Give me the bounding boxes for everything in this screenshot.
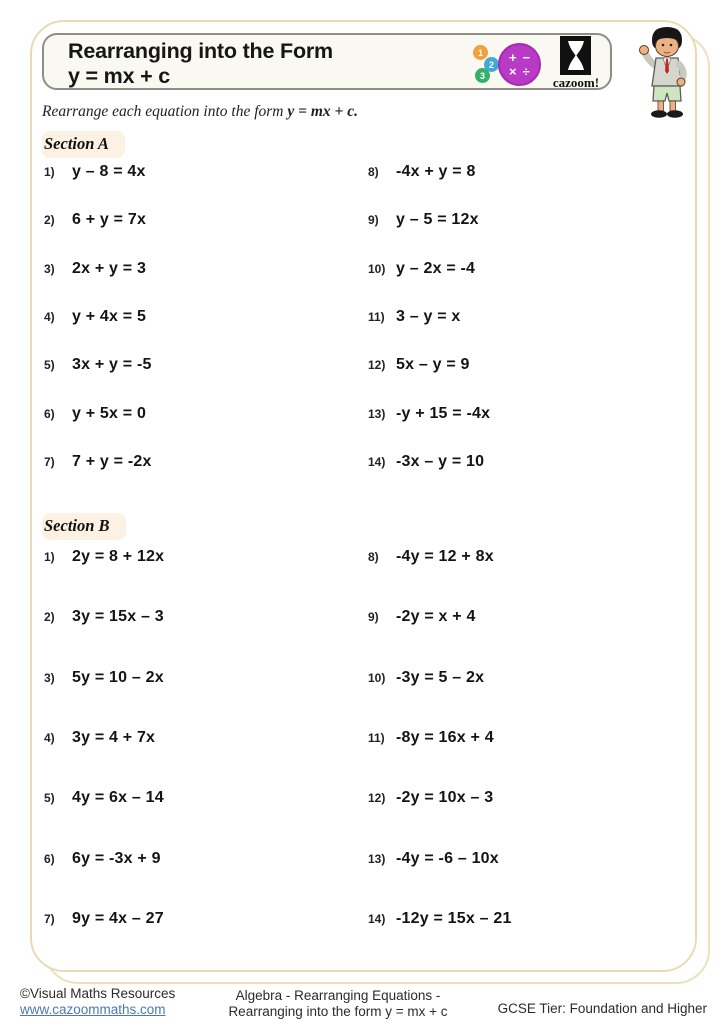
section-a-equations	[44, 148, 692, 486]
equation-row	[44, 148, 368, 196]
section-b-right-column	[368, 527, 692, 949]
question-number: 10)	[368, 261, 386, 276]
equation-row	[368, 389, 692, 437]
equation: -2y = 10x – 3	[396, 789, 494, 807]
badge-3-number: 3	[479, 70, 485, 81]
equation-row	[44, 768, 368, 828]
question-number: 1)	[44, 165, 55, 180]
cazoom-brand-label: cazoom!	[552, 75, 600, 90]
equation-row	[368, 889, 692, 949]
page-title: Rearranging into the Form	[68, 39, 333, 63]
footer-topic-line2: Rearranging into the form y = mx + c	[228, 1004, 448, 1019]
equation-row	[44, 341, 368, 389]
copyright-text: ©Visual Maths Resources	[20, 986, 176, 1001]
equation: -3x – y = 10	[396, 452, 485, 470]
equation-row	[44, 828, 368, 888]
question-number: 12)	[368, 358, 386, 373]
equation-row	[44, 245, 368, 293]
plus-icon: +	[508, 50, 517, 66]
equation-row	[368, 828, 692, 888]
footer-attribution	[20, 986, 175, 1018]
equation: y + 5x = 0	[72, 404, 147, 422]
badge-2-number: 2	[488, 59, 494, 70]
equation-row	[368, 587, 692, 647]
instruction-formula: y = mx + c.	[287, 103, 358, 120]
question-number: 13)	[368, 851, 386, 866]
equation: 3x + y = -5	[72, 356, 152, 374]
equation-row	[368, 293, 692, 341]
equation: -3y = 5 – 2x	[396, 668, 485, 686]
equation: -8y = 16x + 4	[396, 729, 494, 747]
equation: -4x + y = 8	[396, 163, 476, 181]
question-number: 7)	[44, 911, 55, 926]
section-b-left-column	[44, 527, 368, 949]
question-number: 5)	[44, 358, 55, 373]
equation: 3 – y = x	[396, 308, 461, 326]
section-a-heading: Section A	[42, 131, 125, 158]
equation: -4y = 12 + 8x	[396, 548, 494, 566]
question-number: 7)	[44, 454, 55, 469]
question-number: 4)	[44, 310, 55, 325]
equation-row	[368, 341, 692, 389]
equation: 2x + y = 3	[72, 259, 147, 277]
equation-row	[44, 438, 368, 486]
equation: 2y = 8 + 12x	[72, 548, 165, 566]
question-number: 9)	[368, 213, 379, 228]
equation: -4y = -6 – 10x	[396, 849, 499, 867]
equation: 3y = 15x – 3	[72, 608, 164, 626]
equation: 5x – y = 9	[396, 356, 470, 374]
section-a-left-column	[44, 148, 368, 486]
mascot-boy-illustration	[630, 24, 704, 120]
question-number: 14)	[368, 454, 386, 469]
question-number: 2)	[44, 213, 55, 228]
equation: 4y = 6x – 14	[72, 789, 164, 807]
badge-1-number: 1	[477, 47, 483, 58]
question-number: 11)	[368, 731, 385, 746]
equation: 6 + y = 7x	[72, 211, 147, 229]
question-number: 3)	[44, 670, 55, 685]
section-b-heading: Section B	[42, 513, 126, 540]
question-number: 13)	[368, 406, 386, 421]
equation-row	[368, 708, 692, 768]
question-number: 10)	[368, 670, 386, 685]
equation: -y + 15 = -4x	[396, 404, 491, 422]
equation-row	[368, 196, 692, 244]
minus-icon: −	[522, 50, 531, 66]
equation-row	[44, 889, 368, 949]
equation-row	[44, 293, 368, 341]
question-number: 8)	[368, 165, 379, 180]
equation-row	[368, 148, 692, 196]
equation: 3y = 4 + 7x	[72, 729, 156, 747]
question-number: 3)	[44, 261, 55, 276]
equation-row	[44, 587, 368, 647]
multiply-icon: ×	[508, 63, 517, 79]
question-number: 2)	[44, 610, 55, 625]
footer-topic-line1: Algebra - Rearranging Equations -	[235, 988, 441, 1003]
instruction-text: Rearrange each equation into the form	[42, 103, 288, 120]
equation-row	[368, 245, 692, 293]
equation: y – 5 = 12x	[396, 211, 479, 229]
question-number: 12)	[368, 791, 386, 806]
equation: 5y = 10 – 2x	[72, 668, 164, 686]
equation-row	[44, 196, 368, 244]
equation: y – 2x = -4	[396, 259, 476, 277]
question-number: 5)	[44, 791, 55, 806]
equation-row	[44, 648, 368, 708]
section-a-right-column	[368, 148, 692, 486]
equation-row	[368, 527, 692, 587]
question-number: 4)	[44, 731, 55, 746]
question-number: 11)	[368, 310, 385, 325]
equation-row	[368, 438, 692, 486]
footer-topic	[198, 988, 478, 1020]
equation: 9y = 4x – 27	[72, 909, 164, 927]
equation: y + 4x = 5	[72, 308, 147, 326]
equation-row	[44, 527, 368, 587]
equation: -12y = 15x – 21	[396, 909, 512, 927]
section-b-equations	[44, 527, 692, 949]
question-number: 6)	[44, 851, 55, 866]
page-title-formula: y = mx + c	[68, 64, 170, 88]
question-number: 1)	[44, 550, 55, 565]
question-number: 6)	[44, 406, 55, 421]
divide-icon: ÷	[522, 63, 530, 79]
equation: 6y = -3x + 9	[72, 849, 161, 867]
equation: y – 8 = 4x	[72, 163, 146, 181]
question-number: 9)	[368, 610, 379, 625]
equation: -2y = x + 4	[396, 608, 476, 626]
equation-row	[44, 389, 368, 437]
question-number: 8)	[368, 550, 379, 565]
worksheet-instruction	[42, 103, 358, 121]
footer-tier: GCSE Tier: Foundation and Higher	[497, 1001, 707, 1016]
badge-3-icon	[475, 68, 490, 83]
equation-row	[44, 708, 368, 768]
website-link[interactable]: www.cazoommaths.com	[20, 1002, 166, 1017]
math-operators-icon	[498, 43, 541, 86]
question-number: 14)	[368, 911, 386, 926]
equation: 7 + y = -2x	[72, 452, 152, 470]
equation-row	[368, 648, 692, 708]
cazoom-logo-icon	[560, 36, 591, 75]
equation-row	[368, 768, 692, 828]
